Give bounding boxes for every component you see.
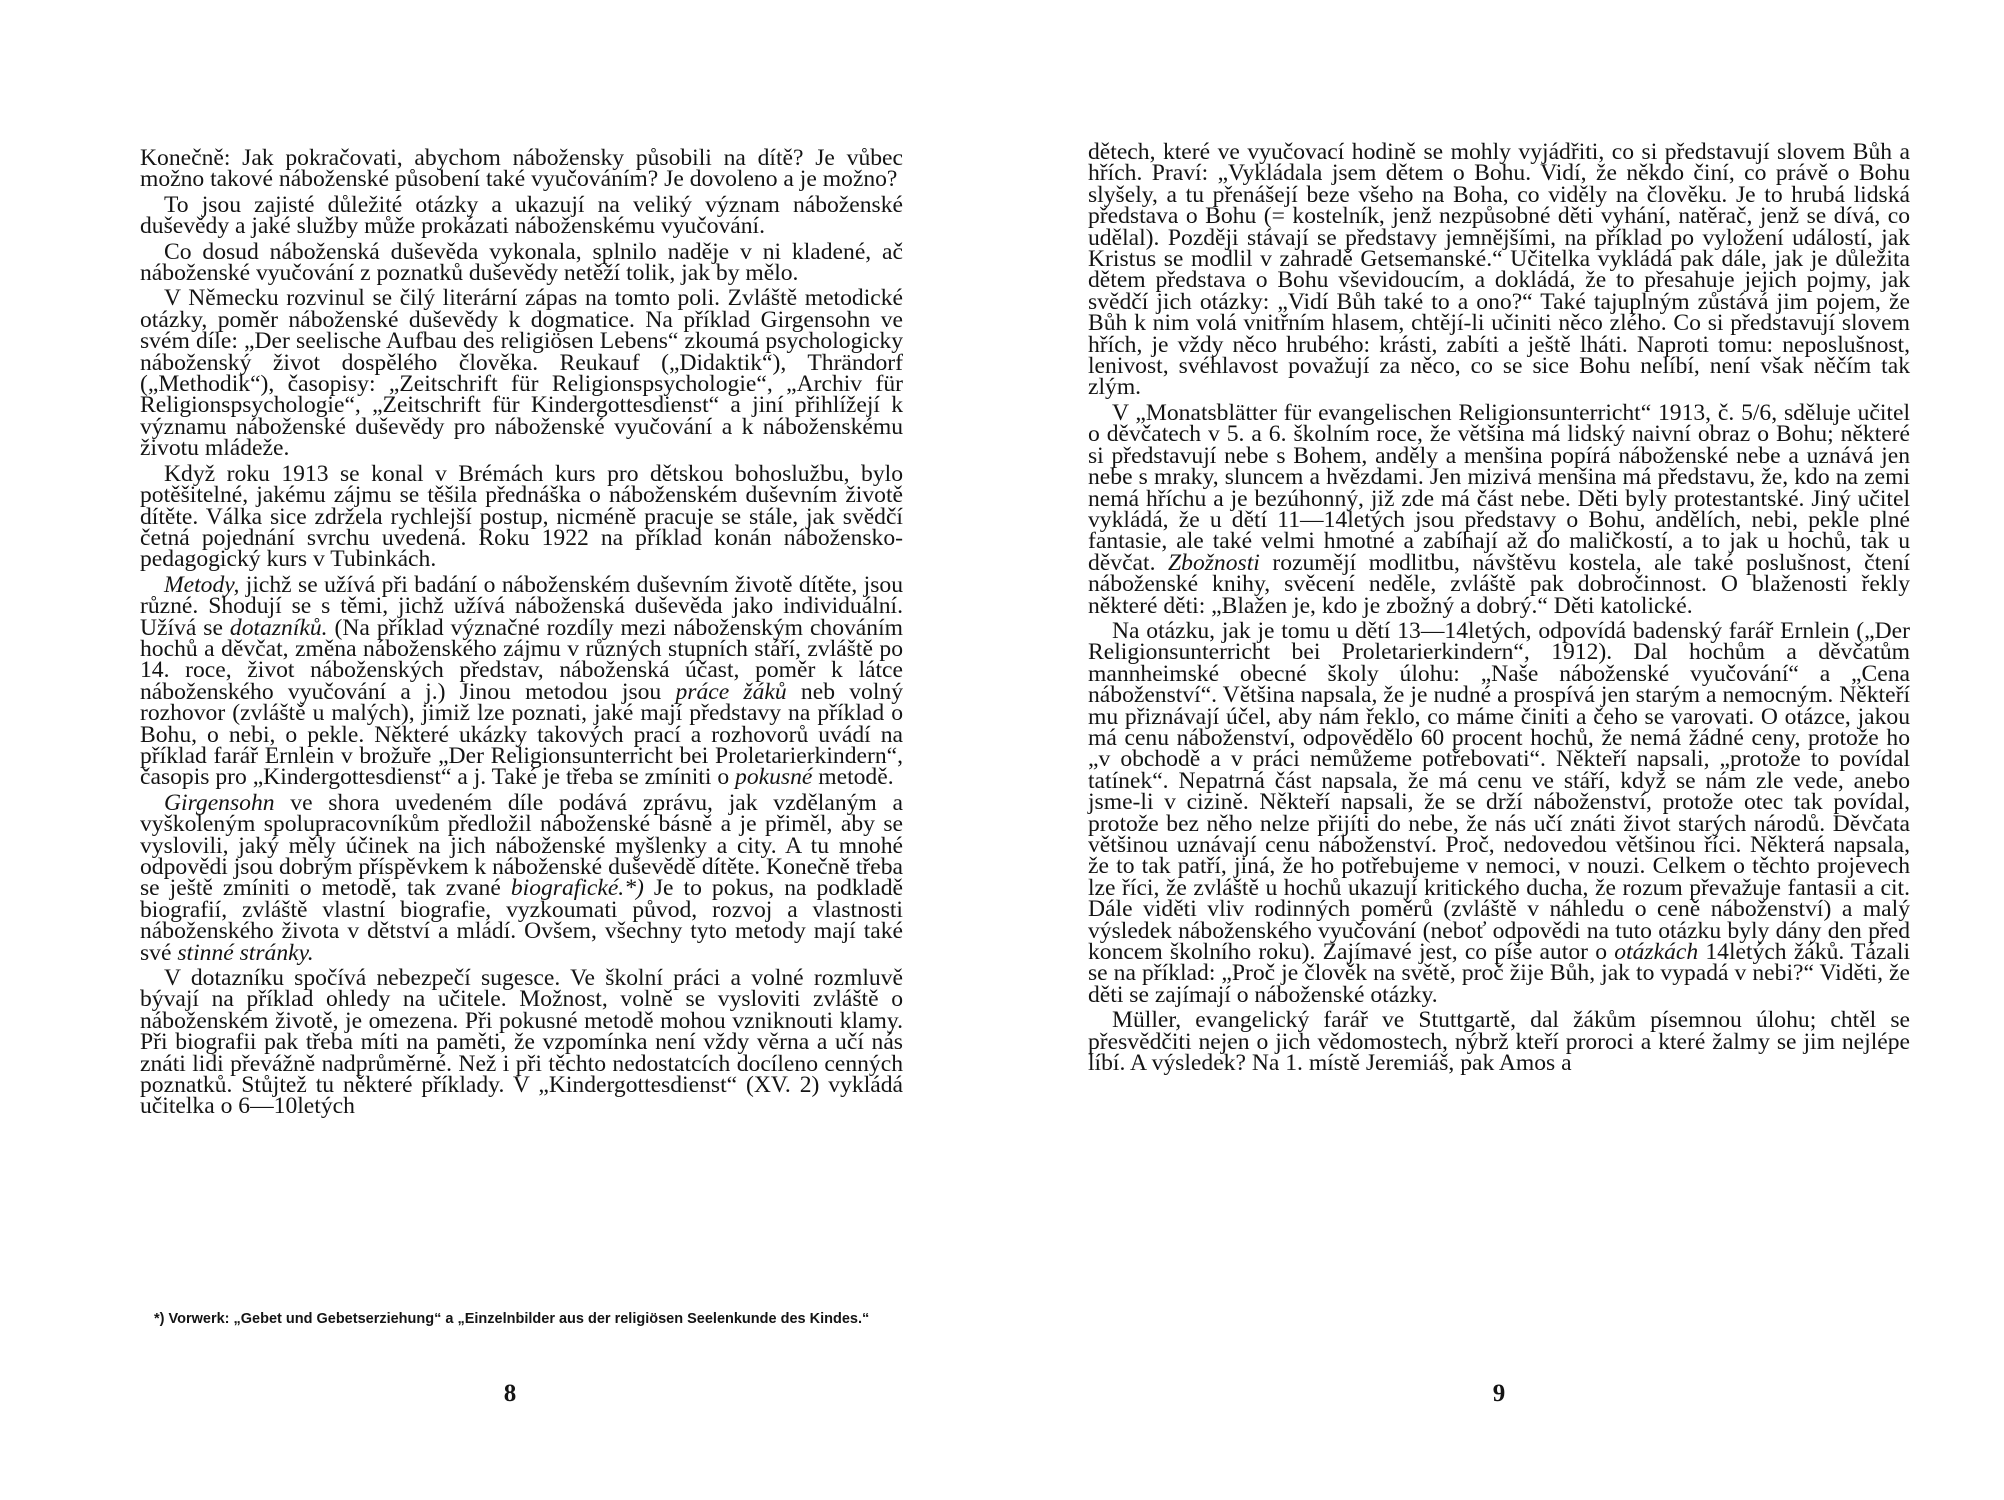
text-run: Je to pokus, na podkladě biografií, zvláště vlastní biografie, vyzkoumati původ, rozvoj a vlastnosti náboženského života v dětství a mládí. Ovšem, všechny tyto metody mají také své [140, 875, 903, 966]
paragraph: dětech, které ve vyučovací hodině se mohly vyjádřiti, co si představují slovem Bůh a hřích. Praví: „Vykládala jsem dětem o Bohu. Vidí, že někdo činí, co právě o Bohu slyšely, a tu přenášejí beze všeho na Boha, co viděly na člověku. Je to hrubá lidská představa o Bohu (= kostelník, jenž nezpůsobné děti vyhání, natěrač, jenž se dívá, co udělal). Později stávají se představy jemnějšími, na příklad po vyložení událostí, jak Kristus se modlil v zahradě Getsemanské.“ Učitelka vykládá pak dále, jak je důležita dětem představa o Bohu vševidoucím, a dokládá, že to přesahuje jejich pojmy, jak svědčí jich otázky: „Vidí Bůh také to a ono?“ Také tajuplným zůstává jim pojem, že Bůh k nim volá vnitřním hlasem, chtějí-li učiniti něco zlého. Co si představují slovem hřích, je vždy něco hrubého: krásti, zabíti a ještě lháti. Naproti tomu: neposlušnost, lenivost, svéhlavost považují za něco, co se sice Bohu nelíbí, není však něčím tak zlým. [1088, 139, 1910, 401]
paragraph: Konečně: Jak pokračovati, abychom nábožensky působili na dítě? Je vůbec možno takové náboženské působení také vyučováním? Je dovoleno a je možno? [140, 145, 903, 193]
text-run: metodě. [812, 764, 894, 791]
footnote: *) Vorwerk: „Gebet und Gebetserziehung“ a „Einzelnbilder aus der religiösen Seelenkunde des Kindes.“ [154, 1311, 870, 1327]
text-run: V „Monatsblätter für evangelischen Religionsunterricht“ 1913, č. 5/6, sděluje učitel o děvčatech v 5. a 6. školním roce, že většina má lidský naivní obraz o Bohu; některé si představují nebe s Bohem, anděly a menšina popírá náboženské nebe a uznává jen nebe s mraky, sluncem a hvězdami. Jen mizivá menšina má představu, že, kdo na zemi nemá hříchu a je bezúhonný, již zde má část nebe. Děti byly protestantské. Jiný učitel vykládá, že u dětí 11—14letých jsou představy o Bohu, andělích, nebi, pekle plné fantasie, ale také velmi hmotné a zabíhají až do maličkostí, a to jak u hochů, tak u děvčat. [1088, 399, 1910, 576]
text-run: (Na příklad význačné rozdíly mezi náboženským chováním hochů a děvčat, změna náboženského zájmu v různých stupních stáří, zvláště po 14. roce, život náboženských představ, náboženská účast, poměr k látce náboženského vyučování a j.) Jinou metodou jsou [140, 614, 903, 705]
emphasis: Zbožnosti [1168, 549, 1260, 576]
paragraph: Když roku 1913 se konal v Brémách kurs pro dětskou bohoslužbu, bylo potěšitelné, jakému zájmu se těšila přednáška o náboženském duševním životě dítěte. Válka sice zdržela rychlejší postup, nicméně pracuje se stále, jak svědčí četná pojednání svrchu uvedená. Roku 1922 na příklad konán nábožensko-pedagogický kurs v Tubinkách. [140, 460, 903, 573]
text-run: rozumějí modlitbu, návštěvu kostela, ale také poslušnost, čtení náboženské knihy, svěcení neděle, zvláště pak dobročinnost. O blaženosti řekly některé děti: „Blažen je, kdo je zbožný a dobrý.“ Děti katolické. [1088, 549, 1910, 619]
text-run: Na otázku, jak je tomu u dětí 13—14letých, odpovídá badenský farář Ernlein („Der Religionsunterricht bei Proletarierkindern“, 1912). Dal hochům a děvčatům mannheimské obecné školy úlohu: „Naše náboženské vyučování“ a „Cena náboženství“. Většina napsala, že je nudné a prospívá jen starým a nemocným. Někteří mu přiznávají účel, aby nám řeklo, co máme činiti a čeho se varovati. O otázce, jakou má cenu náboženství, odpovědělo 60 procent hochů, že nemá žádné ceny, protože ho „v obchodě a v práci nemůžeme potřebovati“. Někteří napsali, „protože to povídal tatínek“. Nepatrná část napsala, že má cenu ve stáří, když se nám zle vede, anebo jsme-li v cizině. Někteří napsali, že se drží náboženství, protože otec tak povídal, protože bez něho nelze přijíti do nebe, že nás učí znáti život starých národů. Děvčata většinou uznávají cenu náboženství. Proč, nedovedou většinou říci. Některá napsala, že to tak patří, jiná, že ho potřebujeme v nemoci, v nouzi. Celkem o těchto projevech lze říci, že zvláště u hochů ukazují kritického ducha, že rozum převažuje fantasii a cit. Dále viděti vliv rodinných poměrů (zvláště v náhledu o ceně náboženství) a malý výsledek náboženského vyučování (neboť odpovědi na tuto otázku byly dány den před koncem školního roku). Zajímavé jest, co píše autor o [1088, 617, 1910, 966]
paragraph: Co dosud náboženská duševěda vykonala, splnilo naděje v ni kladené, ač náboženské vyučování z poznatků duševědy netěží tolik, jak by mělo. [140, 238, 903, 287]
right-page [1002, 0, 2004, 1500]
emphasis: pokusné [735, 764, 813, 791]
emphasis: stinné stránky. [177, 939, 314, 966]
paragraph-monatsblatter [1088, 399, 1910, 619]
paragraph: To jsou zajisté důležité otázky a ukazují na veliký význam náboženské duševědy a jaké služby může prokázati náboženskému vyučování. [140, 191, 903, 240]
left-page-text [140, 145, 903, 1120]
page-number: 9 [1492, 1380, 1506, 1407]
paragraph-methods [140, 571, 903, 791]
paragraph: Müller, evangelický farář ve Stuttgartě, dal žákům písemnou úlohu; chtěl se přesvědčiti nejen o jich vědomostech, nýbrž kteří proroci a které žalmy se jim nejlépe líbí. A výsledek? Na 1. místě Jeremiáš, pak Amos a [1088, 1007, 1910, 1077]
paragraph: V Německu rozvinul se čilý literární zápas na tomto poli. Zvláště metodické otázky, poměr náboženské duševědy k dogmatice. Na příklad Girgensohn ve svém díle: „Der seelische Aufbau des religiösen Lebens“ zkoumá psychologicky náboženský život dospělého člověka. Reukauf („Didaktik“), Thrändorf („Methodik“), časopisy: „Zeitschrift für Religionspsychologie“, „Archiv für Religionspsychologie“, „Zeitschrift für Kindergottesdienst“ a jiní přihlížejí k významu náboženské duševědy pro náboženské vyučování a k náboženskému životu mládeže. [140, 285, 903, 462]
paragraph-girgensohn [140, 789, 903, 966]
page-number: 8 [503, 1380, 517, 1407]
text-run: neb volný rozhovor (zvláště u malých), jimiž lze poznati, jaké mají představy na příklad o Bohu, o nebi, o pekle. Některé ukázky takových prací a rozhovorů uvádí na příklad farář Ernlein v brožuře „Der Religionsunterricht bei Proletarierkindern“, časopis pro „Kindergottesdienst“ a j. Také je třeba se zmíniti o [140, 678, 903, 791]
paragraph: V dotazníku spočívá nebezpečí sugesce. Ve školní práci a volné rozmluvě bývají na příklad ohledy na učitele. Možnost, volně se vysloviti zvláště o náboženském životě, je omezena. Při pokusné metodě mohou vzniknouti klamy. Při biografii pak třeba míti na paměti, že vzpomínka není vždy věrna a učí nás znáti lidi převážně nadprůměrné. Než i při těchto nedostatcích docíleno cenných poznatků. Stůjtež tu některé příklady. V „Kindergottesdienst“ (XV. 2) vykládá učitelka o 6—10letých [140, 965, 903, 1120]
right-page-text [1088, 139, 1910, 1077]
paragraph-ernlein [1088, 617, 1910, 1008]
emphasis: Girgensohn [164, 789, 275, 816]
emphasis: dotazníků. [229, 614, 328, 641]
emphasis: Metody, [164, 571, 240, 598]
text-run: jichž se užívá při badání o náboženském duševním životě dítěte, jsou různé. Shodují se s těmi, jichž užívá náboženská duševěda jako individuální. Užívá se [140, 571, 903, 641]
text-run: 14letých žáků. Tázali se na příklad: „Proč je člověk na světě, proč žije Bůh, jak to vypadá v nebi?“ Viděti, že děti se zajímají o náboženské otázky. [1088, 939, 1910, 1008]
emphasis: práce žáků [675, 678, 787, 705]
emphasis: otázkách [1614, 939, 1699, 966]
emphasis: biografické.*) [510, 875, 644, 902]
text-run: ve shora uvedeném díle podává zprávu, jak vzdělaným a vyškoleným spolupracovníkům předložil náboženské básně a je přiměl, aby se vyslovili, jaký měly účinek na jich náboženské myšlenky a city. A tu mnohé odpovědi jsou dobrým příspěvkem k náboženské duševědě dítěte. Konečně třeba se ještě zmíniti o metodě, tak zvané [140, 789, 903, 902]
